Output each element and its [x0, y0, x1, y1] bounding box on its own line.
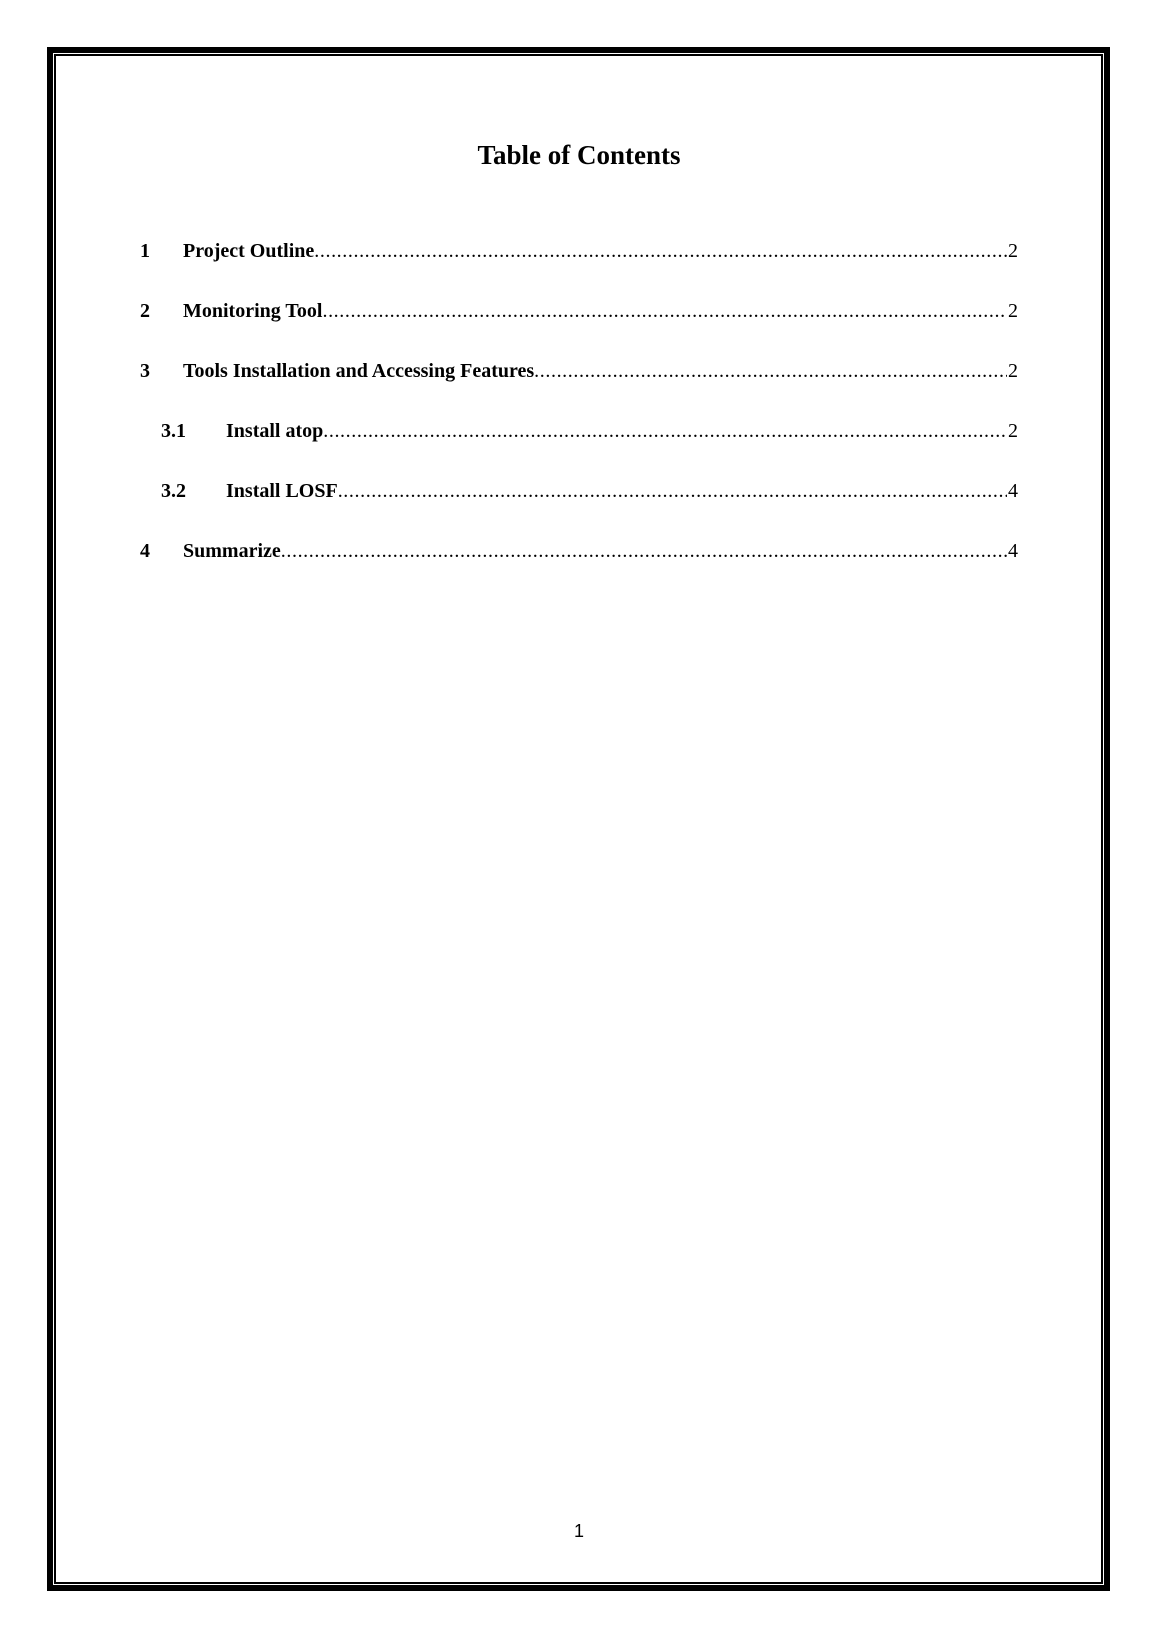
toc-entry-summarize[interactable]: [140, 538, 1018, 564]
toc-dot-leader: [323, 418, 1007, 444]
toc-entry-tools-installation[interactable]: [140, 358, 1018, 384]
toc-dot-leader: [322, 298, 1007, 324]
toc-dot-leader: [314, 238, 1007, 264]
toc-entry-number: 3.1: [161, 420, 186, 442]
toc-entry-install-losf[interactable]: [161, 478, 1018, 504]
toc-entry-number: 2: [140, 300, 150, 322]
toc-entry-page: 2: [1008, 240, 1018, 262]
toc-entry-label: Summarize: [183, 540, 281, 562]
toc-dot-leader: [338, 478, 1007, 504]
toc-entry-label: Install atop: [226, 420, 324, 442]
toc-entry-project-outline[interactable]: [140, 238, 1018, 264]
toc-entry-number: 1: [140, 240, 150, 262]
toc-entry-label: Tools Installation and Accessing Features: [183, 360, 535, 382]
page-number: 1: [573, 1521, 584, 1541]
toc-entry-install-atop[interactable]: [161, 418, 1018, 444]
toc-entry-label: Install LOSF: [226, 480, 338, 502]
toc-entry-page: 2: [1008, 420, 1018, 442]
toc-entry-page: 2: [1008, 360, 1018, 382]
toc-entry-label: Project Outline: [183, 240, 315, 262]
toc-entry-monitoring-tool[interactable]: [140, 298, 1018, 324]
toc-entry-page: 2: [1008, 300, 1018, 322]
toc-entry-label: Monitoring Tool: [183, 300, 323, 322]
toc-entry-number: 4: [140, 540, 150, 562]
toc-dot-leader: [281, 538, 1007, 564]
toc-entry-page: 4: [1008, 540, 1018, 562]
toc-title: Table of Contents: [477, 140, 681, 170]
toc-entry-page: 4: [1008, 480, 1018, 502]
toc-entry-number: 3: [140, 360, 150, 382]
toc-entry-number: 3.2: [161, 480, 186, 502]
page-border-inner: [54, 54, 1103, 1584]
toc-dot-leader: [534, 358, 1007, 384]
